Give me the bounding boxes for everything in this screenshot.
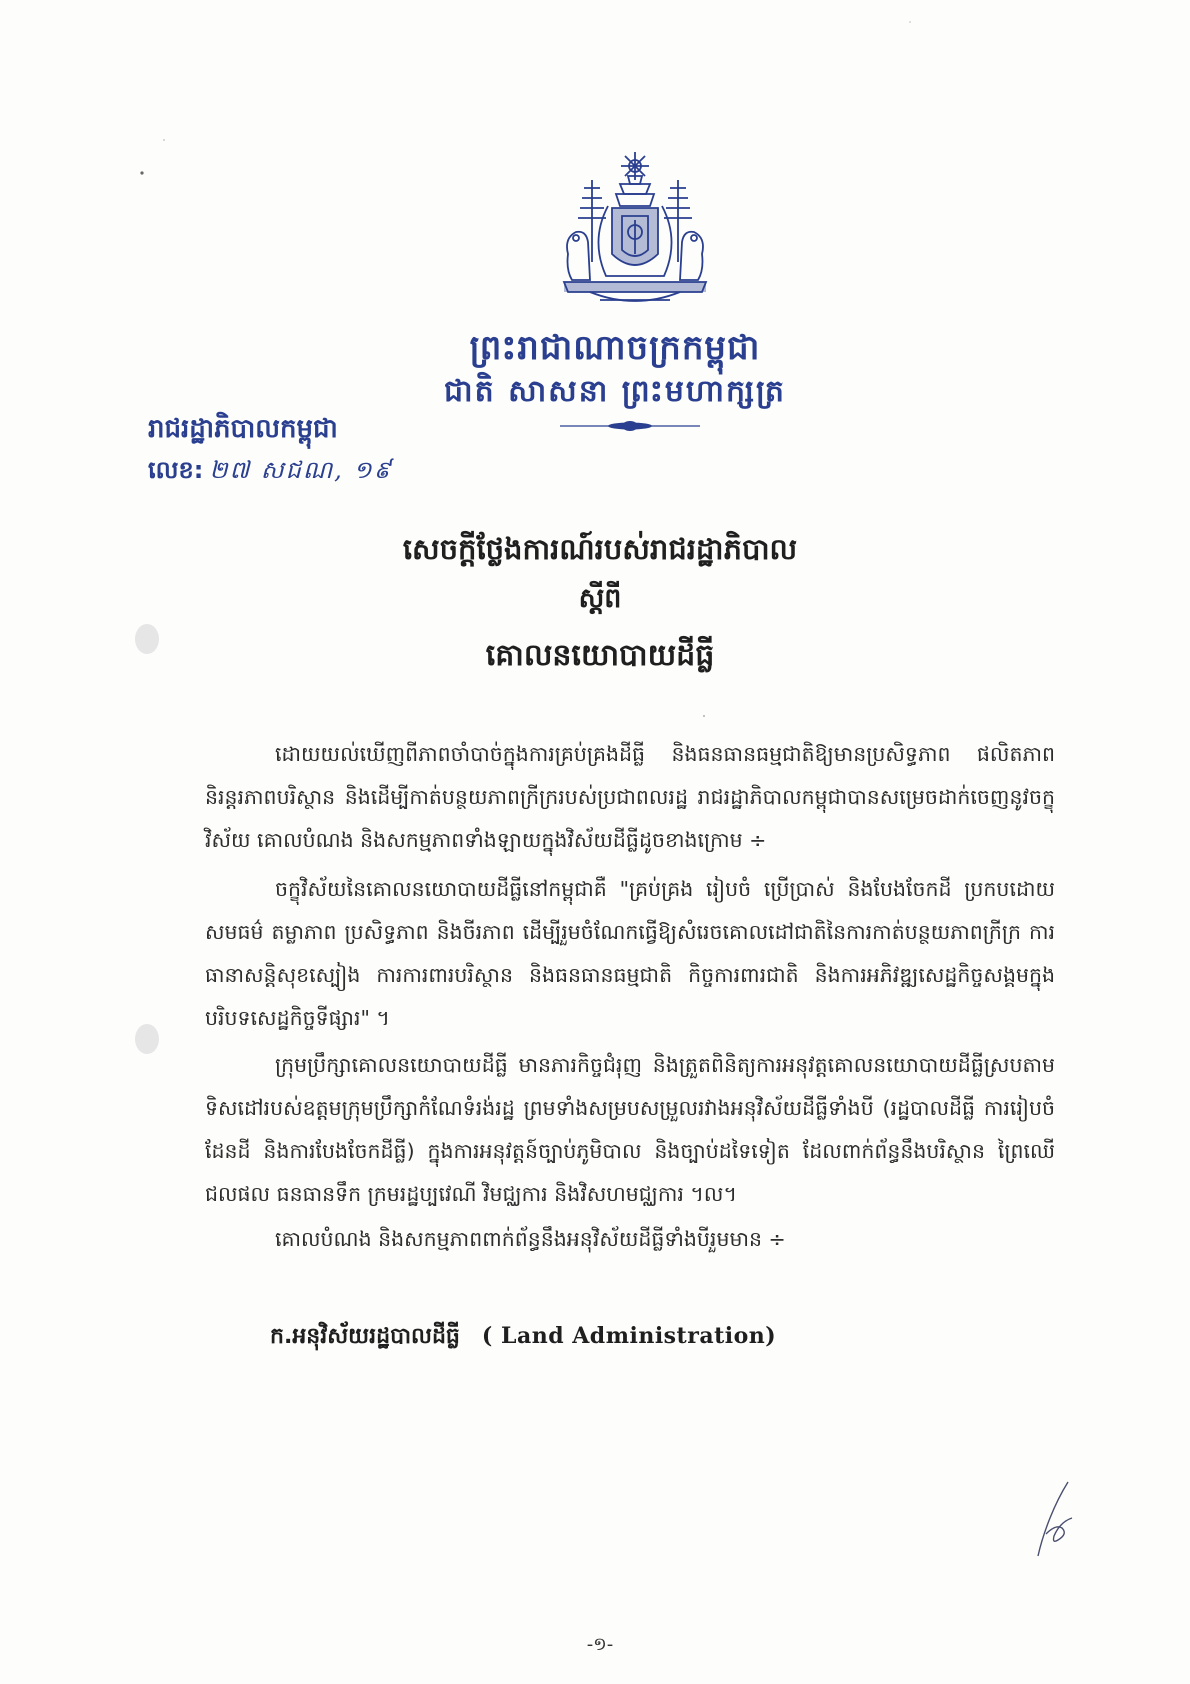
document-number — [148, 455, 393, 490]
punch-hole-mark — [135, 1024, 159, 1054]
royal-emblem-icon — [550, 150, 720, 318]
body-paragraph: ដោយយល់ឃើញពីភាពចាំបាច់ក្នុងការគ្រប់គ្រងដីធ្លី និងធនធានធម្មជាតិឱ្យមានប្រសិទ្ធភាព ផលិតភាព និរន្តរភាពបរិស្ថាន និងដើម្បីកាត់បន្ថយភាពក្រីក្ររបស់ប្រជាពលរដ្ឋ រាជរដ្ឋាភិបាលកម្ពុជាបានសម្រេចដាក់ចេញនូវចក្ខុវិស័យ គោលបំណង និងសកម្មភាពទាំងឡាយក្នុងវិស័យដីធ្លីដូចខាងក្រោម ÷ — [205, 742, 1055, 852]
document-number-value: ២៧ សជណ, ១៩ — [209, 456, 393, 484]
document-title: សេចក្តីថ្លែងការណ៍របស់រាជរដ្ឋាភិបាល — [402, 532, 798, 566]
page-number: -១- — [586, 1634, 614, 1655]
ornamental-divider-icon — [560, 420, 700, 432]
section-heading-en: ( Land Administration) — [481, 1323, 777, 1349]
document-title-connector: ស្តីពី — [578, 583, 622, 614]
signature-icon — [1028, 1478, 1080, 1560]
body-paragraph: គោលបំណង និងសកម្មភាពពាក់ព័ន្ធនឹងអនុវិស័យដីធ្លីទាំងបីរួមមាន ÷ — [275, 1227, 786, 1251]
kingdom-title: ព្រះរាជាណាចក្រកម្ពុជា — [469, 328, 761, 368]
body-paragraph: ក្រុមប្រឹក្សាគោលនយោបាយដីធ្លី មានភារកិច្ចជំរុញ និងត្រួតពិនិត្យការអនុវត្តគោលនយោបាយដីធ្លីស្របតាមទិសដៅរបស់ឧត្តមក្រុមប្រឹក្សាកំណែទំរង់រដ្ឋ ព្រមទាំងសម្របសម្រួលរវាងអនុវិស័យដីធ្លីទាំងបី (រដ្ឋបាលដីធ្លី ការរៀបចំដែនដី និងការបែងចែកដីធ្លី) ក្នុងការអនុវត្តន៍ច្បាប់ភូមិបាល និងច្បាប់ដទៃទៀត ដែលពាក់ព័ន្ធនឹងបរិស្ថាន ព្រៃឈើ ជលផល ធនធានទឹក ក្រមរដ្ឋប្បវេណី វិមជ្ឈការ និងវិសហមជ្ឈការ ។ល។ — [205, 1053, 1055, 1206]
section-heading-km: ក.អនុវិស័យរដ្ឋបាលដីធ្លី — [270, 1324, 460, 1349]
kingdom-motto: ជាតិ សាសនា ព្រះមហាក្សត្រ — [444, 374, 786, 409]
punch-hole-mark — [135, 624, 159, 654]
document-number-label: លេខ: — [148, 456, 204, 484]
document-subject: គោលនយោបាយដីធ្លី — [485, 638, 715, 673]
body-paragraph: ចក្ខុវិស័យនៃគោលនយោបាយដីធ្លីនៅកម្ពុជាគឺ "គ្រប់គ្រង រៀបចំ ប្រើប្រាស់ និងបែងចែកដី ប្រកបដោយសមធម៌ តម្លាភាព ប្រសិទ្ធភាព និងចីរភាព ដើម្បីរួមចំណែកធ្វើឱ្យសំរេចគោលដៅជាតិនៃការកាត់បន្ថយភាពក្រីក្រ ការធានាសន្តិសុខស្បៀង ការការពារបរិស្ថាន និងធនធានធម្មជាតិ កិច្ចការពារជាតិ និងការអភិវឌ្ឍសេដ្ឋកិច្ចសង្គមក្នុងបរិបទសេដ្ឋកិច្ចទីផ្សារ" ។ — [205, 877, 1055, 1030]
section-heading — [270, 1322, 776, 1354]
issuing-government: រាជរដ្ឋាភិបាលកម្ពុជា — [148, 414, 338, 444]
